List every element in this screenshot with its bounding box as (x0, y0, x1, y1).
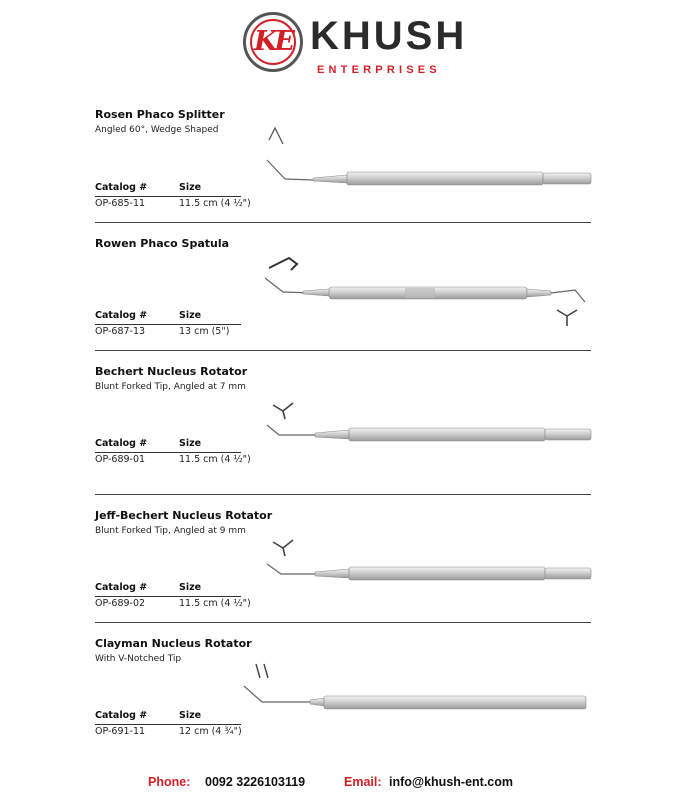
logo-subtitle: ENTERPRISES (317, 64, 441, 76)
tip-detail-icon (269, 258, 297, 270)
catalog-header: Catalog # (95, 710, 148, 721)
fork-detail-icon (273, 403, 293, 419)
tip-detail-icon (269, 128, 283, 144)
fork-detail-icon (557, 310, 577, 326)
catalog-number: OP-687-13 (95, 326, 146, 337)
table-header-rule (95, 596, 241, 597)
product-description: Angled 60°, Wedge Shaped (95, 125, 219, 135)
size-value: 13 cm (5") (179, 326, 230, 337)
table-header-rule (95, 324, 241, 325)
product-name: Rowen Phaco Spatula (95, 237, 230, 250)
catalog-header: Catalog # (95, 310, 148, 321)
clayman-rotator-illustration (238, 660, 598, 730)
rosen-splitter-illustration (255, 120, 595, 200)
product-description: With V-Notched Tip (95, 654, 182, 664)
size-header: Size (179, 310, 202, 321)
product-name: Bechert Nucleus Rotator (95, 365, 248, 378)
catalog-header: Catalog # (95, 438, 148, 449)
section-divider (95, 350, 591, 351)
catalog-number: OP-689-01 (95, 454, 146, 465)
logo-wordmark: KHUSH (310, 14, 468, 58)
email-label: Email: (344, 775, 382, 789)
instrument-handle (349, 567, 545, 580)
section-divider (95, 622, 591, 623)
catalog-number: OP-691-11 (95, 726, 146, 737)
product-name: Clayman Nucleus Rotator (95, 637, 252, 650)
jeff-bechert-rotator-illustration (255, 532, 595, 592)
logo-monogram: KE (253, 26, 293, 57)
size-value: 11.5 cm (4 ½") (179, 454, 251, 465)
instrument-handle (349, 428, 545, 441)
section-divider (95, 494, 591, 495)
phone-number[interactable]: 0092 3226103119 (205, 775, 306, 789)
catalog-number: OP-685-11 (95, 198, 146, 209)
size-header: Size (179, 582, 202, 593)
size-value: 11.5 cm (4 ½") (179, 198, 251, 209)
instrument-handle (347, 172, 543, 185)
size-header: Size (179, 438, 202, 449)
phone-label: Phone: (148, 775, 191, 789)
notch-detail-icon (256, 664, 268, 678)
table-header-rule (95, 724, 241, 725)
product-name: Rosen Phaco Splitter (95, 108, 225, 121)
contact-footer (0, 775, 689, 791)
email-address[interactable]: info@khush-ent.com (389, 775, 513, 789)
size-value: 12 cm (4 ¾") (179, 726, 242, 737)
size-header: Size (179, 182, 202, 193)
product-name: Jeff-Bechert Nucleus Rotator (95, 509, 273, 522)
product-description: Blunt Forked Tip, Angled at 9 mm (95, 526, 246, 536)
catalog-header: Catalog # (95, 582, 148, 593)
catalog-number: OP-689-02 (95, 598, 146, 609)
table-header-rule (95, 196, 241, 197)
catalog-header: Catalog # (95, 182, 148, 193)
rowen-spatula-illustration (255, 250, 595, 330)
product-description: Blunt Forked Tip, Angled at 7 mm (95, 382, 246, 392)
fork-detail-icon (273, 540, 293, 556)
company-logo (243, 12, 468, 78)
size-value: 11.5 cm (4 ½") (179, 598, 251, 609)
table-header-rule (95, 452, 241, 453)
section-divider (95, 222, 591, 223)
bechert-rotator-illustration (255, 395, 595, 455)
instrument-handle (324, 696, 586, 709)
size-header: Size (179, 710, 202, 721)
